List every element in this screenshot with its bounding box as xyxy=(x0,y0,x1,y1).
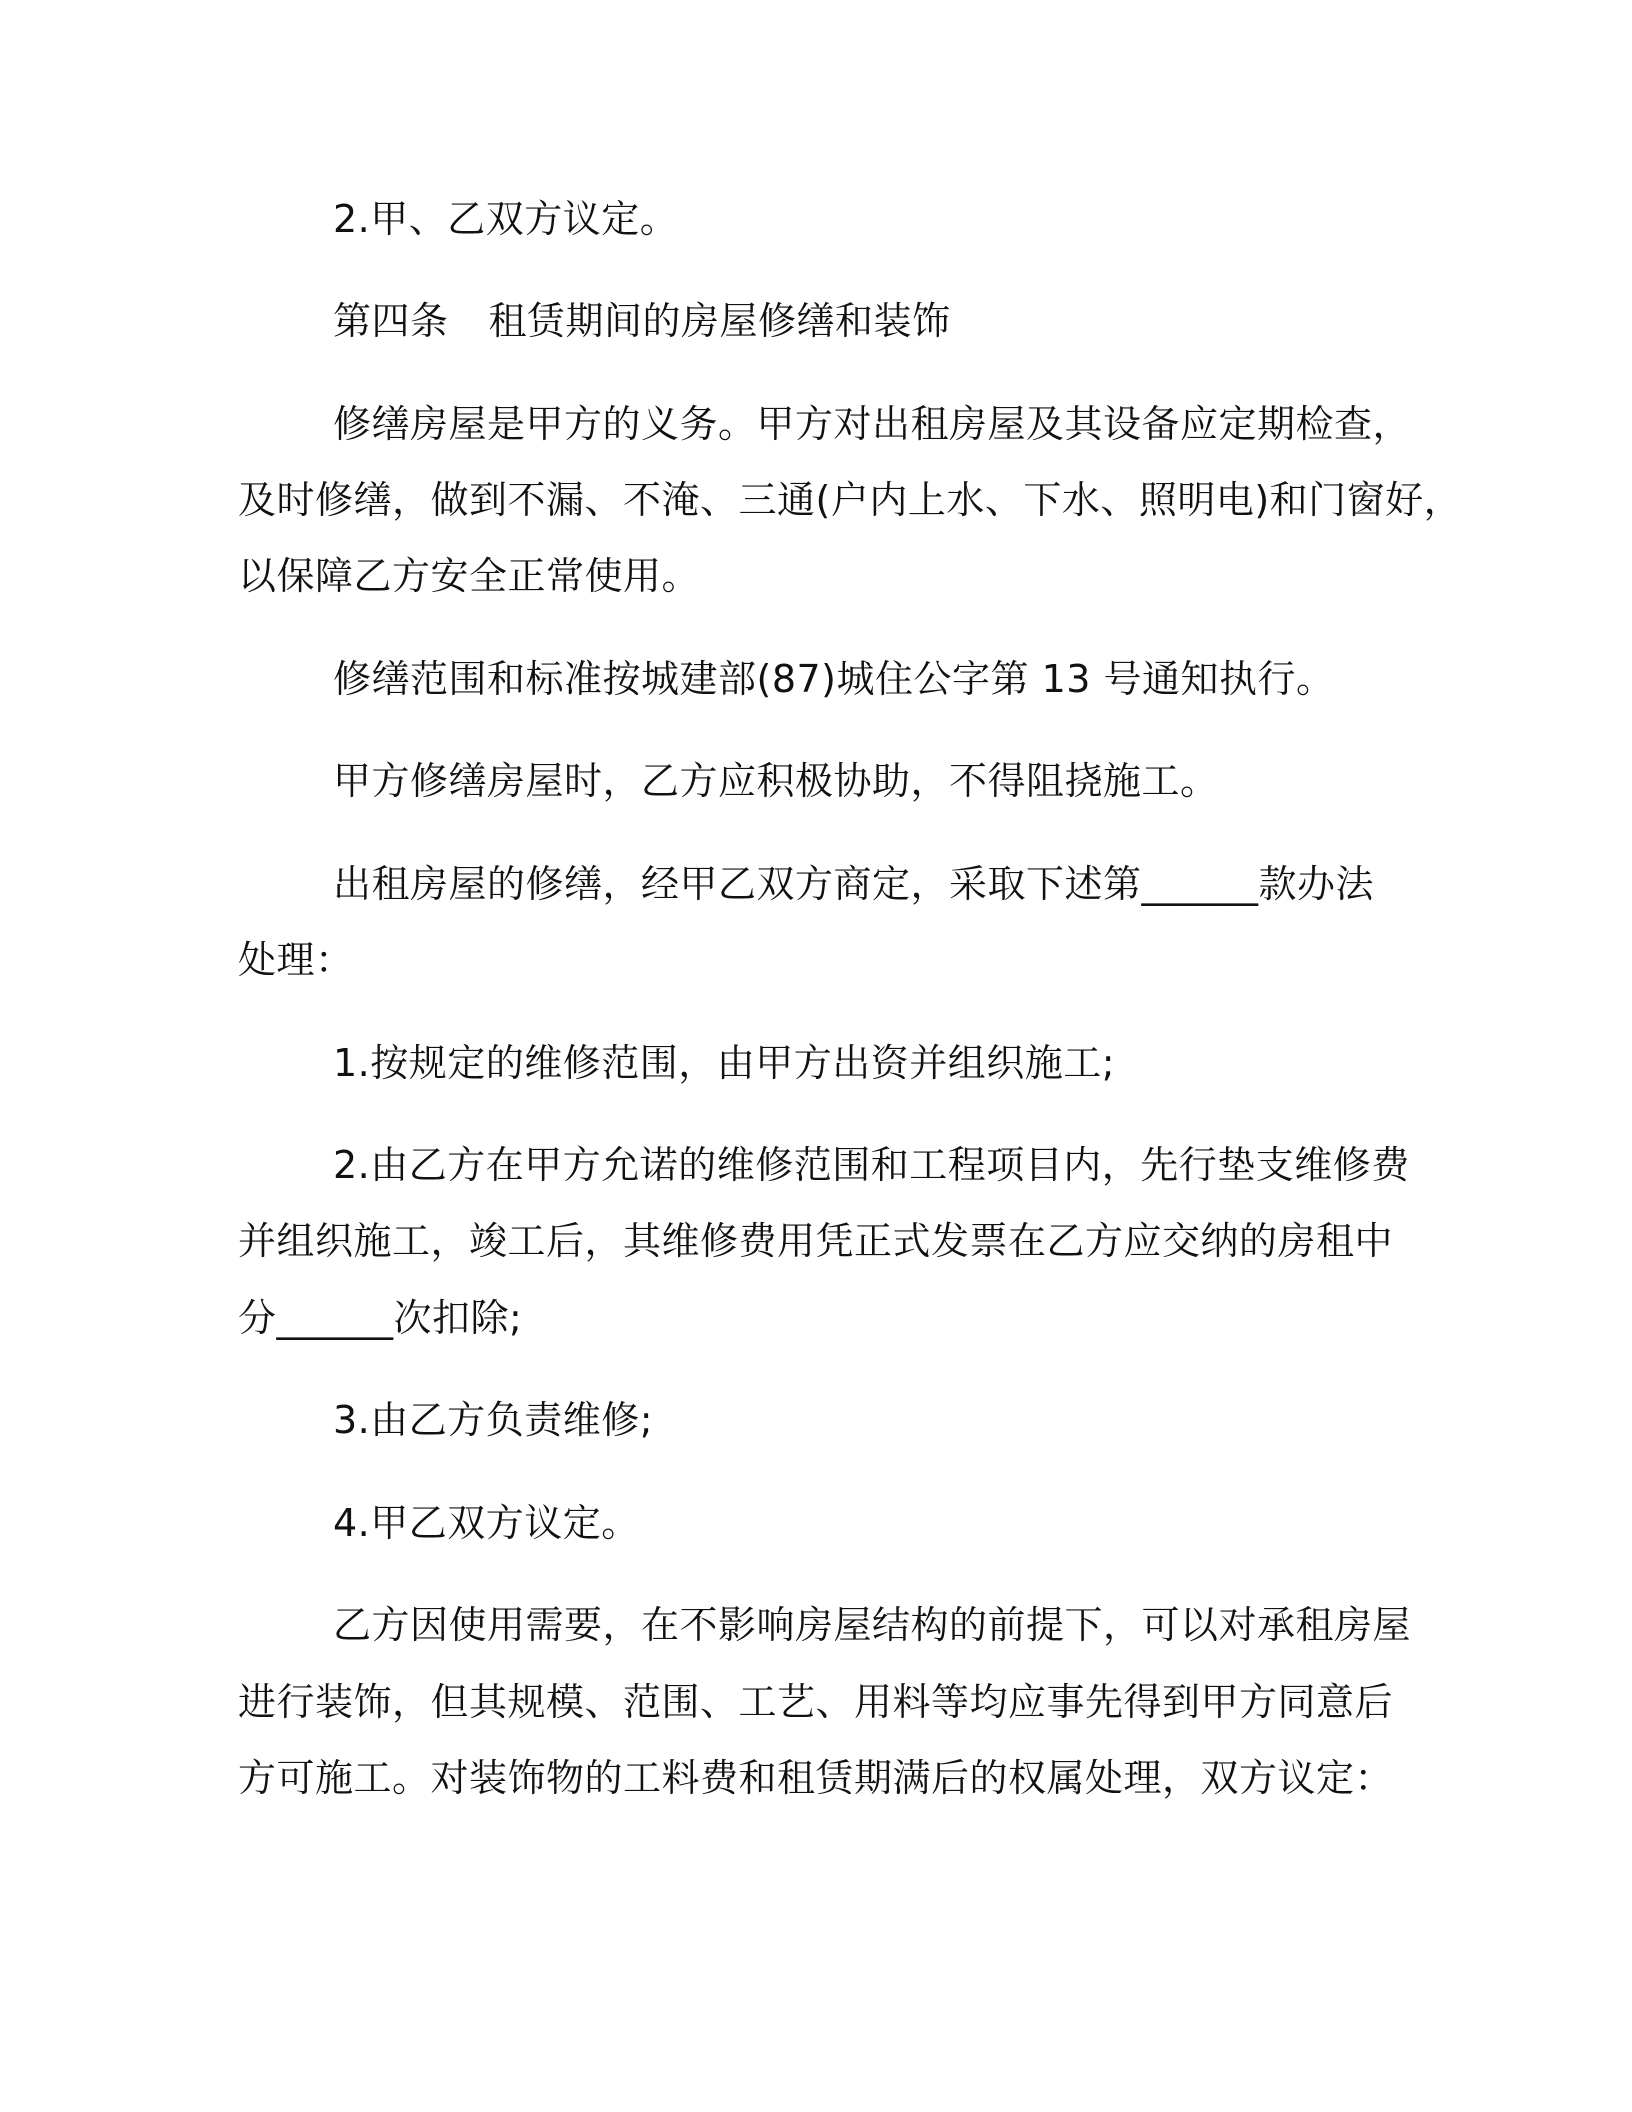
list-item: 3.由乙方负责维修; xyxy=(333,1398,654,1442)
paragraph-line: 方可施工。对装饰物的工料费和租赁期满后的权属处理，双方议定： xyxy=(238,1756,1394,1800)
list-item: 1.按规定的维修范围，由甲方出资并组织施工; xyxy=(333,1041,1116,1085)
paragraph-line: 分______次扣除; xyxy=(238,1296,523,1340)
paragraph-line: 修缮房屋是甲方的义务。甲方对出租房屋及其设备应定期检查， xyxy=(333,402,1412,446)
list-item: 4.甲乙双方议定。 xyxy=(333,1501,640,1545)
article-title: 租赁期间的房屋修缮和装饰 xyxy=(488,299,951,343)
paragraph-line: 2.甲、乙双方议定。 xyxy=(333,197,679,241)
paragraph-line: 及时修缮，做到不漏、不淹、三通(户内上水、下水、照明电)和门窗好， xyxy=(238,478,1463,522)
paragraph-line: 修缮范围和标准按城建部(87)城住公字第 13 号通知执行。 xyxy=(333,657,1335,701)
paragraph-line: 并组织施工，竣工后，其维修费用凭正式发票在乙方应交纳的房租中 xyxy=(238,1219,1394,1263)
article-number: 第四条 xyxy=(333,299,449,343)
paragraph-line: 以保障乙方安全正常使用。 xyxy=(238,554,701,598)
paragraph-line: 甲方修缮房屋时，乙方应积极协助，不得阻挠施工。 xyxy=(333,759,1219,803)
list-item: 2.由乙方在甲方允诺的维修范围和工程项目内，先行垫支维修费 xyxy=(333,1143,1410,1187)
paragraph-line: 进行装饰，但其规模、范围、工艺、用料等均应事先得到甲方同意后 xyxy=(238,1680,1394,1724)
paragraph-line: 乙方因使用需要，在不影响房屋结构的前提下，可以对承租房屋 xyxy=(333,1603,1412,1647)
paragraph-line: 处理： xyxy=(238,938,354,982)
article-heading xyxy=(333,297,951,345)
paragraph-line: 出租房屋的修缮，经甲乙双方商定，采取下述第______款办法 xyxy=(333,862,1375,906)
